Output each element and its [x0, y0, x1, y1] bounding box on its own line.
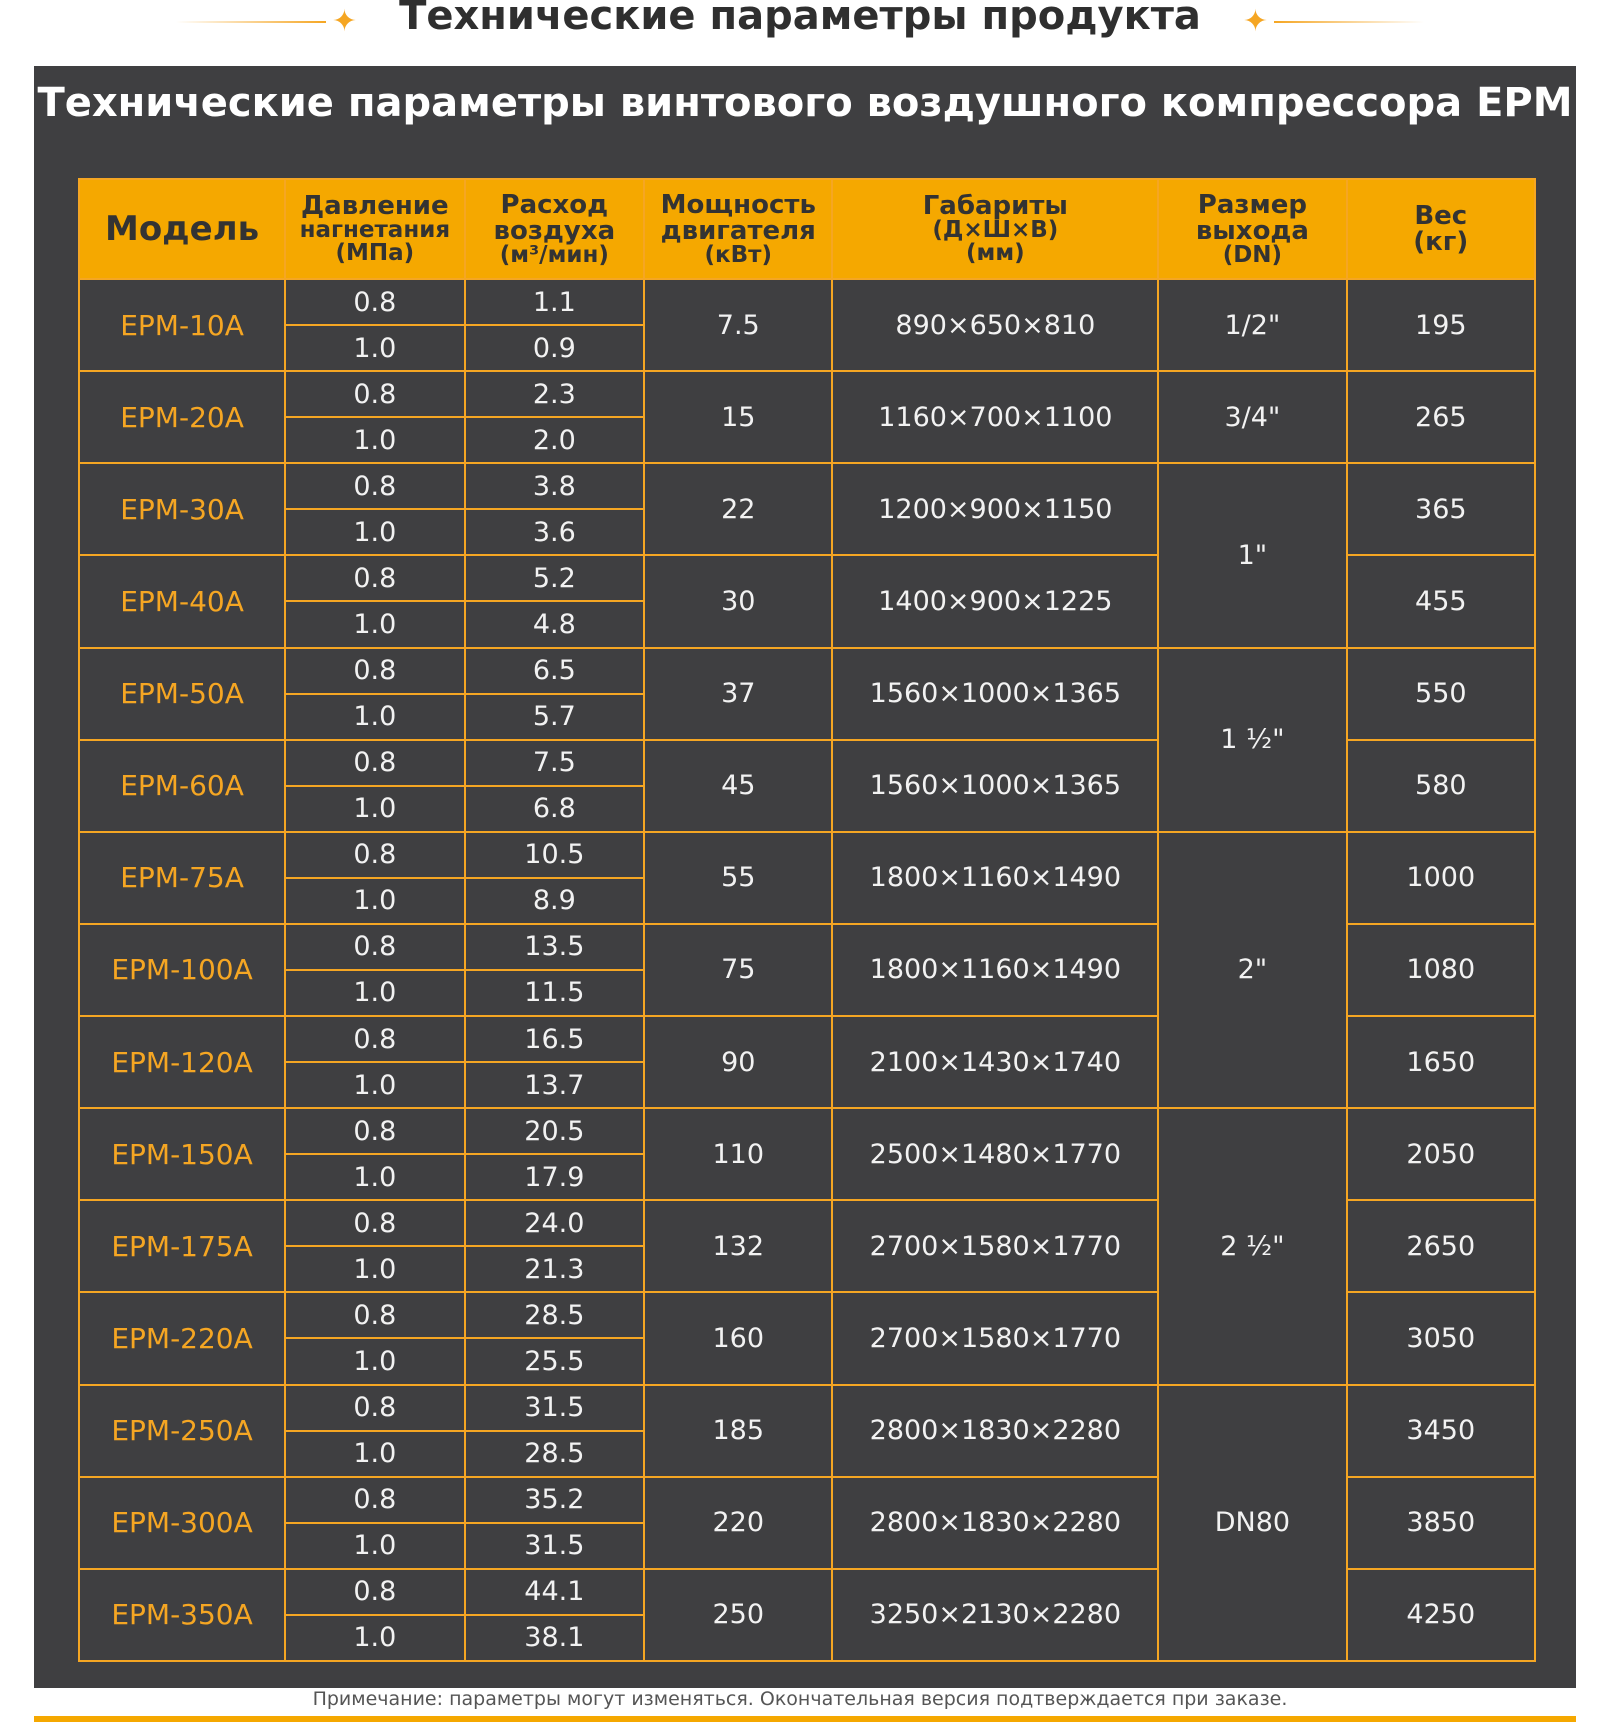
- weight-cell: 4250: [1347, 1569, 1535, 1661]
- header-model: Модель: [79, 179, 285, 279]
- page-title: Технические параметры продукта: [399, 0, 1201, 39]
- flow-cell: 4.8: [465, 601, 645, 647]
- power-cell: 220: [644, 1477, 832, 1569]
- flow-cell: 35.2: [465, 1477, 645, 1523]
- dimensions-cell: 2100×1430×1740: [832, 1016, 1158, 1108]
- flow-cell: 44.1: [465, 1569, 645, 1615]
- header-flow-line2: воздуха: [493, 215, 616, 246]
- header-dimensions-line2: (Д×Ш×В): [932, 217, 1059, 243]
- pressure-cell: 0.8: [285, 1385, 465, 1431]
- title-line-right: [1274, 21, 1424, 23]
- outlet-cell: 1": [1158, 463, 1346, 647]
- flow-cell: 7.5: [465, 740, 645, 786]
- header-power-line1: Мощность: [660, 189, 816, 220]
- weight-cell: 365: [1347, 463, 1535, 555]
- header-power-line2: двигателя: [660, 215, 816, 246]
- weight-cell: 580: [1347, 740, 1535, 832]
- dimensions-cell: 2800×1830×2280: [832, 1477, 1158, 1569]
- pressure-cell: 0.8: [285, 1292, 465, 1338]
- pressure-cell: 1.0: [285, 1431, 465, 1477]
- spec-panel: [34, 66, 1576, 1688]
- outlet-cell: 1 ½": [1158, 648, 1346, 832]
- dimensions-cell: 2500×1480×1770: [832, 1108, 1158, 1200]
- pressure-cell: 1.0: [285, 1246, 465, 1292]
- pressure-cell: 1.0: [285, 694, 465, 740]
- footnote: Примечание: параметры могут изменяться. Окончательная версия подтверждается при заказе.: [312, 1688, 1288, 1710]
- flow-cell: 11.5: [465, 970, 645, 1016]
- dimensions-cell: 890×650×810: [832, 279, 1158, 371]
- weight-cell: 3050: [1347, 1292, 1535, 1384]
- flow-cell: 13.5: [465, 924, 645, 970]
- weight-cell: 2050: [1347, 1108, 1535, 1200]
- model-cell: EPM-150A: [79, 1108, 285, 1200]
- flow-cell: 31.5: [465, 1523, 645, 1569]
- flow-cell: 0.9: [465, 325, 645, 371]
- header-power: [644, 179, 832, 279]
- flow-cell: 3.8: [465, 463, 645, 509]
- power-cell: 45: [644, 740, 832, 832]
- pressure-cell: 1.0: [285, 509, 465, 555]
- top-title-bar: [0, 0, 1600, 44]
- pressure-cell: 1.0: [285, 601, 465, 647]
- dimensions-cell: 1160×700×1100: [832, 371, 1158, 463]
- flow-cell: 10.5: [465, 832, 645, 878]
- table-row: [79, 832, 1535, 878]
- pressure-cell: 1.0: [285, 1338, 465, 1384]
- pressure-cell: 0.8: [285, 648, 465, 694]
- title-line-left: [176, 21, 326, 23]
- power-cell: 250: [644, 1569, 832, 1661]
- header-outlet-line2: выхода: [1195, 215, 1309, 246]
- power-cell: 15: [644, 371, 832, 463]
- sparkle-left-icon: ✦: [331, 4, 358, 39]
- header-weight-line2: (кг): [1413, 227, 1469, 257]
- model-cell: EPM-30A: [79, 463, 285, 555]
- weight-cell: 3850: [1347, 1477, 1535, 1569]
- weight-cell: 3450: [1347, 1385, 1535, 1477]
- flow-cell: 17.9: [465, 1154, 645, 1200]
- weight-cell: 1080: [1347, 924, 1535, 1016]
- dimensions-cell: 2700×1580×1770: [832, 1200, 1158, 1292]
- pressure-cell: 0.8: [285, 1016, 465, 1062]
- header-pressure-line2: нагнетания: [299, 217, 451, 243]
- dimensions-cell: 1400×900×1225: [832, 555, 1158, 647]
- model-cell: EPM-220A: [79, 1292, 285, 1384]
- pressure-cell: 0.8: [285, 1200, 465, 1246]
- header-dimensions: [832, 179, 1158, 279]
- pressure-cell: 0.8: [285, 371, 465, 417]
- model-cell: EPM-75A: [79, 832, 285, 924]
- outlet-cell: 1/2": [1158, 279, 1346, 371]
- header-outlet-line3: (DN): [1222, 241, 1283, 268]
- header-outlet: [1158, 179, 1346, 279]
- dimensions-cell: 1560×1000×1365: [832, 740, 1158, 832]
- weight-cell: 265: [1347, 371, 1535, 463]
- header-dimensions-line3: (мм): [966, 240, 1025, 266]
- weight-cell: 455: [1347, 555, 1535, 647]
- dimensions-cell: 1200×900×1150: [832, 463, 1158, 555]
- pressure-cell: 1.0: [285, 1523, 465, 1569]
- pressure-cell: 1.0: [285, 325, 465, 371]
- model-cell: EPM-120A: [79, 1016, 285, 1108]
- pressure-cell: 1.0: [285, 1615, 465, 1661]
- table-row: [79, 279, 1535, 325]
- model-cell: EPM-60A: [79, 740, 285, 832]
- power-cell: 132: [644, 1200, 832, 1292]
- dimensions-cell: 1560×1000×1365: [832, 648, 1158, 740]
- power-cell: 22: [644, 463, 832, 555]
- model-cell: EPM-10A: [79, 279, 285, 371]
- flow-cell: 5.2: [465, 555, 645, 601]
- table-row: [79, 1108, 1535, 1154]
- outlet-cell: DN80: [1158, 1385, 1346, 1662]
- weight-cell: 195: [1347, 279, 1535, 371]
- header-flow-line1: Расход: [500, 189, 609, 220]
- header-pressure-line1: Давление: [301, 191, 449, 221]
- table-row: [79, 1385, 1535, 1431]
- dimensions-cell: 3250×2130×2280: [832, 1569, 1158, 1661]
- power-cell: 30: [644, 555, 832, 647]
- table-row: [79, 463, 1535, 509]
- power-cell: 55: [644, 832, 832, 924]
- weight-cell: 1650: [1347, 1016, 1535, 1108]
- outlet-cell: 2": [1158, 832, 1346, 1108]
- flow-cell: 5.7: [465, 694, 645, 740]
- model-cell: EPM-100A: [79, 924, 285, 1016]
- pressure-cell: 0.8: [285, 832, 465, 878]
- header-flow-line3: (м³/мин): [499, 241, 609, 268]
- header-flow: [465, 179, 645, 279]
- header-dimensions-line1: Габариты: [922, 191, 1068, 221]
- flow-cell: 13.7: [465, 1062, 645, 1108]
- pressure-cell: 1.0: [285, 1062, 465, 1108]
- outlet-cell: 2 ½": [1158, 1108, 1346, 1384]
- flow-cell: 3.6: [465, 509, 645, 555]
- header-power-line3: (кВт): [704, 241, 773, 268]
- spec-table: [78, 178, 1536, 1662]
- pressure-cell: 1.0: [285, 786, 465, 832]
- model-cell: EPM-300A: [79, 1477, 285, 1569]
- power-cell: 7.5: [644, 279, 832, 371]
- table-row: [79, 371, 1535, 417]
- table-header-row: [79, 179, 1535, 279]
- pressure-cell: 0.8: [285, 463, 465, 509]
- dimensions-cell: 1800×1160×1490: [832, 924, 1158, 1016]
- flow-cell: 2.3: [465, 371, 645, 417]
- power-cell: 110: [644, 1108, 832, 1200]
- header-outlet-line1: Размер: [1197, 189, 1307, 220]
- pressure-cell: 1.0: [285, 970, 465, 1016]
- flow-cell: 28.5: [465, 1431, 645, 1477]
- model-cell: EPM-20A: [79, 371, 285, 463]
- pressure-cell: 0.8: [285, 924, 465, 970]
- sparkle-right-icon: ✦: [1242, 4, 1269, 39]
- pressure-cell: 0.8: [285, 1569, 465, 1615]
- pressure-cell: 1.0: [285, 1154, 465, 1200]
- flow-cell: 28.5: [465, 1292, 645, 1338]
- dimensions-cell: 2800×1830×2280: [832, 1385, 1158, 1477]
- model-cell: EPM-350A: [79, 1569, 285, 1661]
- spec-table-body: [79, 279, 1535, 1661]
- header-weight: [1347, 179, 1535, 279]
- flow-cell: 31.5: [465, 1385, 645, 1431]
- panel-title: Технические параметры винтового воздушного компрессора EPM: [37, 80, 1573, 126]
- table-row: [79, 648, 1535, 694]
- pressure-cell: 0.8: [285, 1108, 465, 1154]
- flow-cell: 21.3: [465, 1246, 645, 1292]
- flow-cell: 2.0: [465, 417, 645, 463]
- flow-cell: 38.1: [465, 1615, 645, 1661]
- model-cell: EPM-40A: [79, 555, 285, 647]
- power-cell: 37: [644, 648, 832, 740]
- power-cell: 90: [644, 1016, 832, 1108]
- flow-cell: 16.5: [465, 1016, 645, 1062]
- dimensions-cell: 2700×1580×1770: [832, 1292, 1158, 1384]
- outlet-cell: 3/4": [1158, 371, 1346, 463]
- pressure-cell: 1.0: [285, 878, 465, 924]
- weight-cell: 2650: [1347, 1200, 1535, 1292]
- flow-cell: 6.8: [465, 786, 645, 832]
- model-cell: EPM-250A: [79, 1385, 285, 1477]
- pressure-cell: 0.8: [285, 555, 465, 601]
- flow-cell: 1.1: [465, 279, 645, 325]
- header-pressure: [285, 179, 465, 279]
- model-cell: EPM-175A: [79, 1200, 285, 1292]
- pressure-cell: 0.8: [285, 1477, 465, 1523]
- pressure-cell: 0.8: [285, 279, 465, 325]
- pressure-cell: 1.0: [285, 417, 465, 463]
- weight-cell: 550: [1347, 648, 1535, 740]
- header-pressure-line3: (МПа): [335, 240, 415, 266]
- dimensions-cell: 1800×1160×1490: [832, 832, 1158, 924]
- power-cell: 75: [644, 924, 832, 1016]
- power-cell: 160: [644, 1292, 832, 1384]
- model-cell: EPM-50A: [79, 648, 285, 740]
- power-cell: 185: [644, 1385, 832, 1477]
- weight-cell: 1000: [1347, 832, 1535, 924]
- bottom-accent-bar: [34, 1716, 1576, 1722]
- flow-cell: 20.5: [465, 1108, 645, 1154]
- pressure-cell: 0.8: [285, 740, 465, 786]
- flow-cell: 8.9: [465, 878, 645, 924]
- header-weight-line1: Вес: [1414, 201, 1468, 231]
- flow-cell: 24.0: [465, 1200, 645, 1246]
- flow-cell: 25.5: [465, 1338, 645, 1384]
- flow-cell: 6.5: [465, 648, 645, 694]
